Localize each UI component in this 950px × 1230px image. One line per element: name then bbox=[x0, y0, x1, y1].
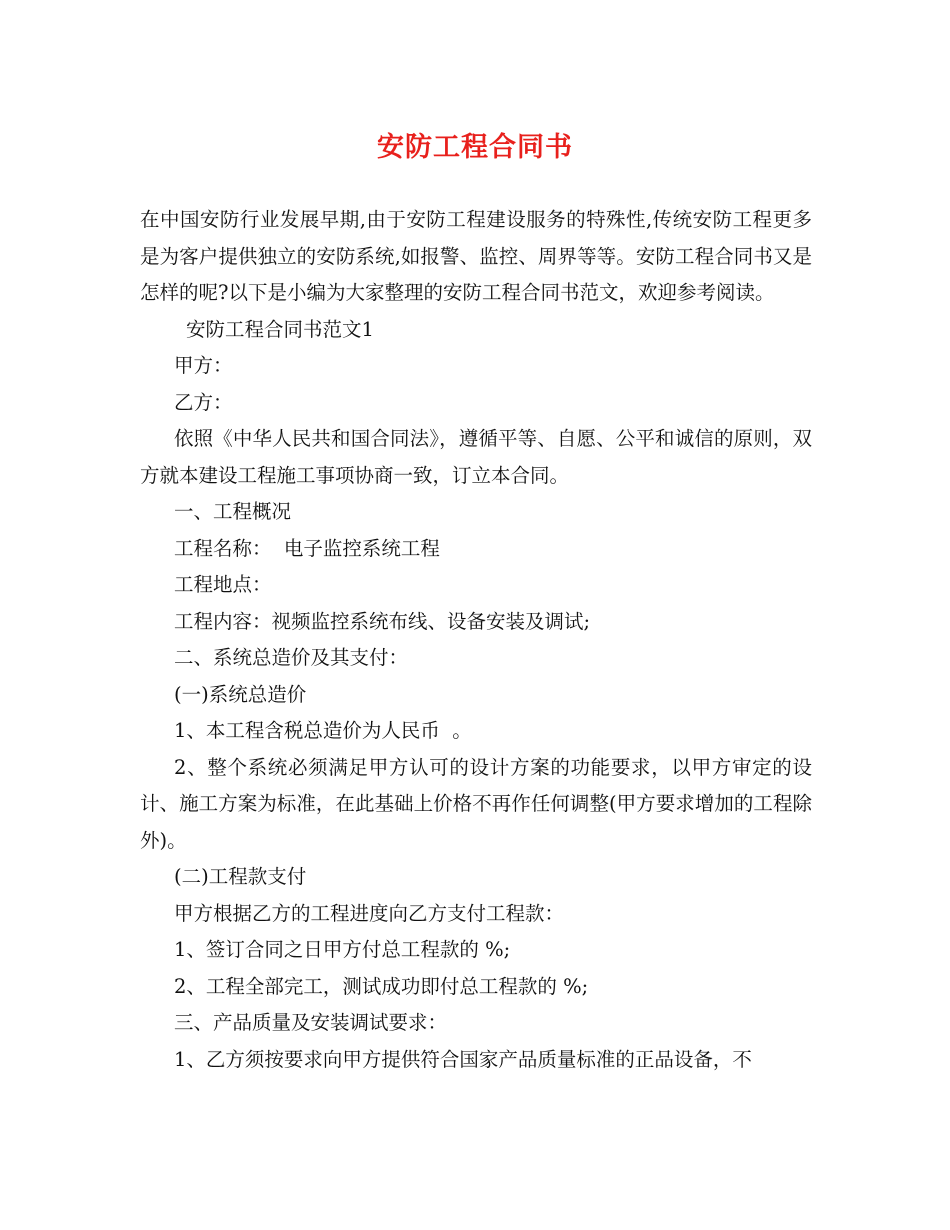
document-title: 安防工程合同书 bbox=[377, 132, 573, 163]
party-a-line: 甲方： bbox=[174, 354, 233, 377]
subsection-payment: (二)工程款支付 bbox=[174, 865, 307, 888]
party-b-line: 乙方： bbox=[174, 390, 233, 414]
payment-intro-line: 甲方根据乙方的工程进度向乙方支付工程款： bbox=[174, 901, 565, 925]
section-heading-sample: 安防工程合同书范文1 bbox=[186, 317, 374, 341]
project-name-line: 工程名称： 电子监控系统工程 bbox=[174, 536, 440, 560]
payment-item-2: 2、工程全部完工，测试成功即付总工程款的 %; bbox=[174, 974, 589, 998]
cost-item-1: 1、本工程含税总造价为人民币 。 bbox=[174, 719, 472, 742]
cost-item-2: 2、整个系统必须满足甲方认可的设计方案的功能要求，以甲方审定的设计、施工方案为标准，在此基础上价格不再作任何调整(甲方要求增加的工程除外)。 bbox=[140, 755, 812, 852]
project-location-line: 工程地点： bbox=[174, 573, 272, 596]
section-heading-project-overview: 一、工程概况 bbox=[174, 500, 292, 523]
section-heading-quality: 三、产品质量及安装调试要求： bbox=[174, 1011, 448, 1034]
intro-paragraph: 在中国安防行业发展早期,由于安防工程建设服务的特殊性,传统安防工程更多是为客户提供独立的安防系统,如报警、监控、周界等等。安防工程合同书又是怎样的呢?以下是小编为大家整理的安防工程合同书范文，欢迎参考阅读。 bbox=[140, 208, 812, 304]
document-body bbox=[140, 202, 812, 1078]
project-content-line: 工程内容：视频监控系统布线、设备安装及调试; bbox=[174, 609, 591, 633]
payment-item-1: 1、签订合同之日甲方付总工程款的 %; bbox=[174, 938, 511, 961]
contract-basis-paragraph: 依照《中华人民共和国合同法》，遵循平等、自愿、公平和诚信的原则，双方就本建设工程施工事项协商一致，订立本合同。 bbox=[140, 427, 812, 487]
section-heading-cost: 二、系统总造价及其支付： bbox=[174, 646, 409, 669]
subsection-total-cost: (一)系统总造价 bbox=[174, 682, 307, 706]
quality-item-1: 1、乙方须按要求向甲方提供符合国家产品质量标准的正品设备，不 bbox=[174, 1047, 752, 1071]
